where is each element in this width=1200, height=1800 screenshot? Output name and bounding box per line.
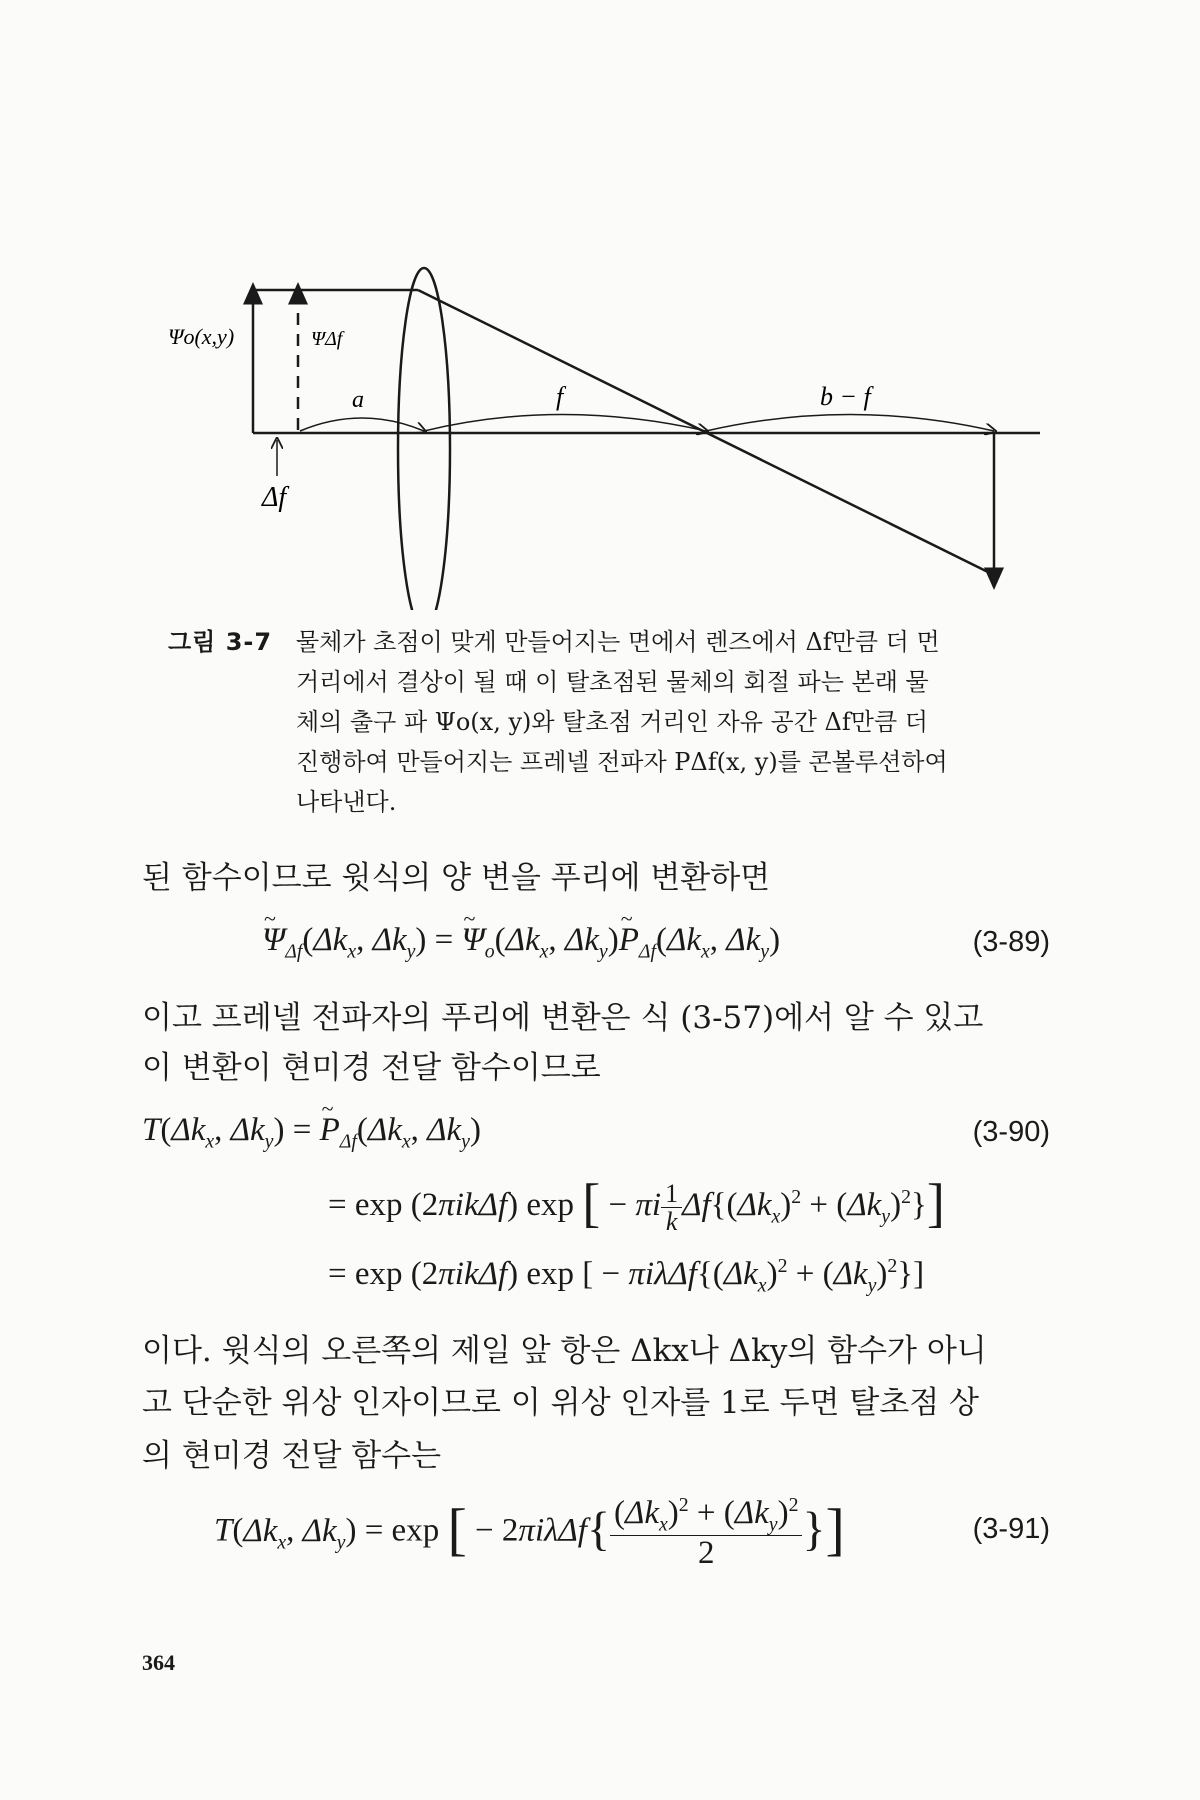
paragraph-text: 고 단순한 위상 인자이므로 이 위상 인자를 1로 두면 탈초점 상 <box>142 1385 979 1421</box>
equation-number: (3-89) <box>972 926 1050 958</box>
paragraph-text: 이고 프레넬 전파자의 푸리에 변환은 식 (3-57)에서 알 수 있고 <box>142 1000 984 1036</box>
equation-number: (3-91) <box>972 1513 1050 1545</box>
caption-body <box>296 622 1066 822</box>
caption-line: 물체가 초점이 맞게 만들어지는 면에서 렌즈에서 Δf만큼 더 먼 <box>296 628 940 656</box>
caption-line: 체의 출구 파 Ψo(x, y)와 탈초점 거리인 자유 공간 Δf만큼 더 <box>296 708 928 736</box>
distance-bf-label: b − f <box>820 382 871 411</box>
equation-number: (3-90) <box>972 1116 1050 1148</box>
equation-3-91: $T(\Delta k_x$, $\Delta k_y) = \exp$ [ − 2πiλΔf{ $\frac{(\Delta k_x)^2 + (\Delta k_y)^2}{2}$ }] <box>214 1494 845 1572</box>
paragraph-text: 된 함수이므로 윗식의 양 변을 푸리에 변환하면 <box>142 860 771 896</box>
caption-line: 거리에서 결상이 될 때 이 탈초점된 물체의 회절 파는 본래 물 <box>296 668 929 696</box>
caption-label: 그림 3-7 <box>168 628 273 656</box>
paragraph-text: 이다. 윗식의 오른쪽의 제일 앞 항은 Δkx나 Δky의 함수가 아니 <box>142 1333 987 1369</box>
equation-3-90-line1: $T(\Delta k_x$, $\Delta k_y$) = ~ $P_{\Delta f}(\Delta k_x$, $\Delta k_y$) <box>142 1112 481 1154</box>
distance-f-label: f <box>556 382 564 411</box>
arc-bf <box>706 415 994 432</box>
equation-3-90-line2: = exp (2πikΔf) exp [ − πi $\frac{1}{k}$ $\Delta f\{(\Delta k_x)^2 + (\Delta k_y)^2\}$] <box>328 1173 945 1236</box>
equation-3-90-line3: = exp (2πikΔf) exp [ − $\pi i\lambda\Delta f\{(\Delta k_x)^2 + (\Delta k_y)^2\}$] <box>328 1255 925 1297</box>
delta-f-label: Δf <box>262 482 287 513</box>
object-wave-label: Ψo(x,y) <box>168 324 235 349</box>
paragraph-text: 이 변환이 현미경 전달 함수이므로 <box>142 1050 601 1086</box>
paragraph-text: 의 현미경 전달 함수는 <box>142 1438 442 1474</box>
caption-line: 나타낸다. <box>296 788 397 816</box>
arc-a <box>300 418 424 431</box>
arc-f <box>424 415 706 432</box>
defocus-wave-label: ΨΔf <box>311 328 343 350</box>
caption-line: 진행하여 만들어지는 프레넬 전파자 PΔf(x, y)를 콘볼루션하여 <box>296 748 948 776</box>
distance-a-label: a <box>352 387 364 413</box>
page-number: 364 <box>142 1650 175 1675</box>
lens-diagram <box>0 0 1200 610</box>
lens <box>398 268 450 610</box>
equation-3-89: ~ $\Psi_{\Delta f}(\Delta k_x$, $\Delta k_y$) = ~ $\Psi_o(\Delta k_x$, $\Delta k_y)\sim$ $P_{\Delta f}(\Delta k_x$, $\Delta k_y$) <box>262 922 780 964</box>
